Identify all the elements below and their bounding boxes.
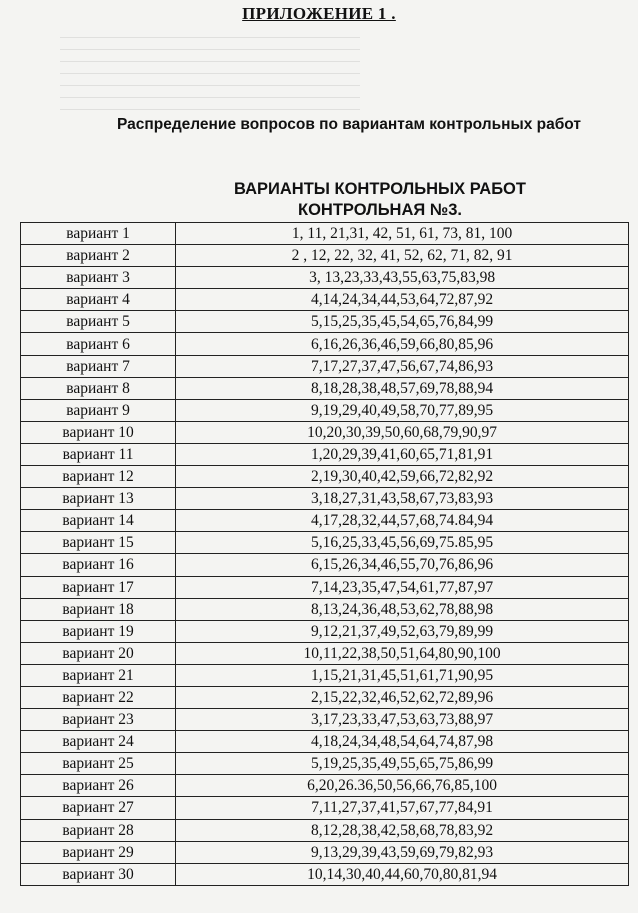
questions-cell: 8,13,24,36,48,53,62,78,88,98 — [176, 598, 629, 620]
questions-cell: 4,18,24,34,48,54,64,74,87,98 — [176, 731, 629, 753]
table-row — [21, 731, 629, 753]
variant-cell: вариант 27 — [21, 797, 176, 819]
variant-cell: вариант 21 — [21, 664, 176, 686]
table-row — [21, 863, 629, 885]
questions-cell: 2,15,22,32,46,52,62,72,89,96 — [176, 686, 629, 708]
variant-cell: вариант 22 — [21, 686, 176, 708]
appendix-title: ПРИЛОЖЕНИЕ 1 . — [242, 4, 396, 23]
table-row — [21, 709, 629, 731]
table-row — [21, 245, 629, 267]
variant-cell: вариант 16 — [21, 554, 176, 576]
table-row — [21, 797, 629, 819]
table-row — [21, 576, 629, 598]
table-row — [21, 267, 629, 289]
variant-cell: вариант 12 — [21, 466, 176, 488]
variant-cell: вариант 13 — [21, 488, 176, 510]
table-row — [21, 443, 629, 465]
questions-cell: 1,15,21,31,45,51,61,71,90,95 — [176, 664, 629, 686]
variant-cell: вариант 18 — [21, 598, 176, 620]
questions-cell: 1, 11, 21,31, 42, 51, 61, 73, 81, 100 — [176, 223, 629, 245]
variant-cell: вариант 11 — [21, 443, 176, 465]
table-row — [21, 510, 629, 532]
variant-cell: вариант 3 — [21, 267, 176, 289]
questions-cell: 4,14,24,34,44,53,64,72,87,92 — [176, 289, 629, 311]
table-row — [21, 377, 629, 399]
variant-cell: вариант 2 — [21, 245, 176, 267]
questions-cell: 8,12,28,38,42,58,68,78,83,92 — [176, 819, 629, 841]
table-row — [21, 333, 629, 355]
table-row — [21, 466, 629, 488]
variants-table-body — [21, 223, 629, 886]
table-row — [21, 355, 629, 377]
table-row — [21, 223, 629, 245]
table-row — [21, 664, 629, 686]
bleed-through-text — [60, 26, 360, 126]
questions-cell: 9,13,29,39,43,59,69,79,82,93 — [176, 841, 629, 863]
variant-cell: вариант 5 — [21, 311, 176, 333]
variant-cell: вариант 7 — [21, 355, 176, 377]
variant-cell: вариант 10 — [21, 421, 176, 443]
questions-cell: 9,19,29,40,49,58,70,77,89,95 — [176, 399, 629, 421]
questions-cell: 3, 13,23,33,43,55,63,75,83,98 — [176, 267, 629, 289]
variant-cell: вариант 25 — [21, 753, 176, 775]
variant-cell: вариант 15 — [21, 532, 176, 554]
questions-cell: 7,14,23,35,47,54,61,77,87,97 — [176, 576, 629, 598]
questions-cell: 8,18,28,38,48,57,69,78,88,94 — [176, 377, 629, 399]
variant-cell: вариант 4 — [21, 289, 176, 311]
table-row — [21, 642, 629, 664]
variant-cell: вариант 1 — [21, 223, 176, 245]
questions-cell: 5,16,25,33,45,56,69,75.85,95 — [176, 532, 629, 554]
table-row — [21, 686, 629, 708]
table-row — [21, 775, 629, 797]
table-row — [21, 488, 629, 510]
variants-table — [20, 222, 629, 886]
questions-cell: 3,18,27,31,43,58,67,73,83,93 — [176, 488, 629, 510]
questions-cell: 2,19,30,40,42,59,66,72,82,92 — [176, 466, 629, 488]
table-row — [21, 532, 629, 554]
questions-cell: 5,19,25,35,49,55,65,75,86,99 — [176, 753, 629, 775]
variant-cell: вариант 30 — [21, 863, 176, 885]
questions-cell: 10,14,30,40,44,60,70,80,81,94 — [176, 863, 629, 885]
table-row — [21, 421, 629, 443]
table-subheading: КОНТРОЛЬНАЯ №3. — [298, 201, 462, 219]
questions-cell: 6,15,26,34,46,55,70,76,86,96 — [176, 554, 629, 576]
questions-cell: 10,11,22,38,50,51,64,80,90,100 — [176, 642, 629, 664]
section-subtitle: Распределение вопросов по вариантам контрольных работ — [117, 116, 581, 133]
variant-cell: вариант 9 — [21, 399, 176, 421]
table-row — [21, 841, 629, 863]
table-row — [21, 289, 629, 311]
questions-cell: 6,20,26.36,50,56,66,76,85,100 — [176, 775, 629, 797]
table-row — [21, 819, 629, 841]
variant-cell: вариант 28 — [21, 819, 176, 841]
table-heading: ВАРИАНТЫ КОНТРОЛЬНЫХ РАБОТ — [234, 180, 526, 198]
table-row — [21, 620, 629, 642]
questions-cell: 1,20,29,39,41,60,65,71,81,91 — [176, 443, 629, 465]
table-row — [21, 399, 629, 421]
questions-cell: 4,17,28,32,44,57,68,74.84,94 — [176, 510, 629, 532]
variant-cell: вариант 26 — [21, 775, 176, 797]
variant-cell: вариант 29 — [21, 841, 176, 863]
variant-cell: вариант 17 — [21, 576, 176, 598]
table-row — [21, 753, 629, 775]
questions-cell: 7,17,27,37,47,56,67,74,86,93 — [176, 355, 629, 377]
variant-cell: вариант 19 — [21, 620, 176, 642]
variant-cell: вариант 14 — [21, 510, 176, 532]
variant-cell: вариант 23 — [21, 709, 176, 731]
questions-cell: 3,17,23,33,47,53,63,73,88,97 — [176, 709, 629, 731]
variant-cell: вариант 20 — [21, 642, 176, 664]
questions-cell: 7,11,27,37,41,57,67,77,84,91 — [176, 797, 629, 819]
variant-cell: вариант 8 — [21, 377, 176, 399]
variant-cell: вариант 6 — [21, 333, 176, 355]
questions-cell: 10,20,30,39,50,60,68,79,90,97 — [176, 421, 629, 443]
variant-cell: вариант 24 — [21, 731, 176, 753]
questions-cell: 6,16,26,36,46,59,66,80,85,96 — [176, 333, 629, 355]
questions-cell: 5,15,25,35,45,54,65,76,84,99 — [176, 311, 629, 333]
table-row — [21, 554, 629, 576]
questions-cell: 2 , 12, 22, 32, 41, 52, 62, 71, 82, 91 — [176, 245, 629, 267]
questions-cell: 9,12,21,37,49,52,63,79,89,99 — [176, 620, 629, 642]
table-row — [21, 311, 629, 333]
table-row — [21, 598, 629, 620]
